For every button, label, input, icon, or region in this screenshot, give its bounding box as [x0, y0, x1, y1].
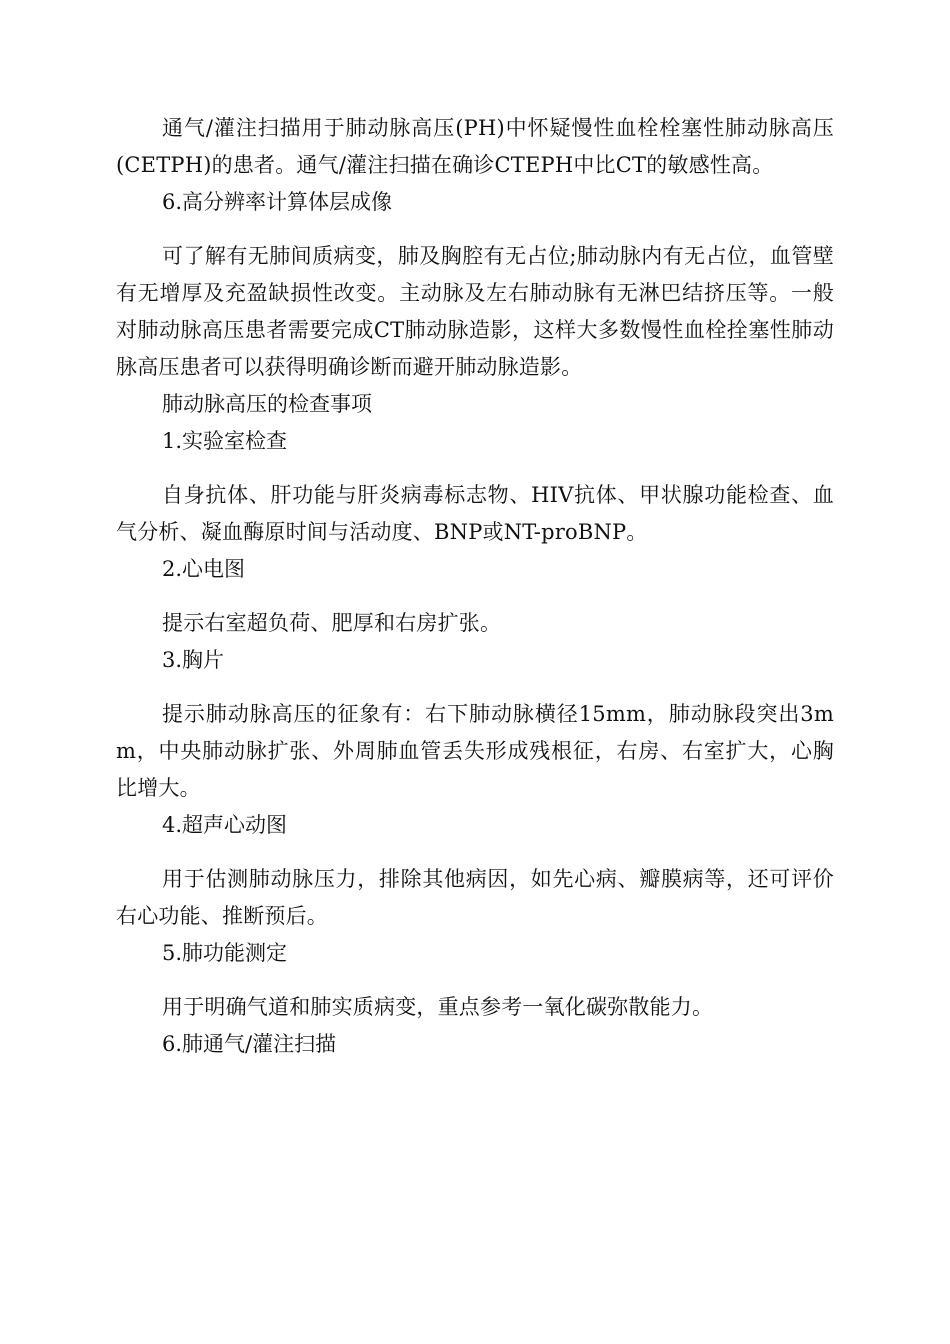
paragraph-lab-tests: 自身抗体、肝功能与肝炎病毒标志物、HIV抗体、甲状腺功能检查、血气分析、凝血酶原时间与活动度、BNP或NT-proBNP。 [116, 483, 834, 544]
paragraph-echocardiogram: 用于估测肺动脉压力，排除其他病因，如先心病、瓣膜病等，还可评价右心功能、推断预后。 [116, 867, 834, 928]
paragraph-vq-scan-intro: 通气/灌注扫描用于肺动脉高压(PH)中怀疑慢性血栓栓塞性肺动脉高压(CETPH)的患者。通气/灌注扫描在确诊CTEPH中比CT的敏感性高。 [116, 116, 834, 177]
heading-vq-scan: 6.肺通气/灌注扫描 [162, 1032, 337, 1056]
paragraph-chest-xray: 提示肺动脉高压的征象有：右下肺动脉横径15mm，肺动脉段突出3mm，中央肺动脉扩张、外周肺血管丢失形成残根征，右房、右室扩大，心胸比增大。 [116, 702, 834, 800]
heading-hrct: 6.高分辨率计算体层成像 [162, 190, 393, 214]
heading-lung-function: 5.肺功能测定 [162, 941, 288, 965]
document-body [116, 110, 834, 1063]
heading-chest-xray: 3.胸片 [162, 648, 225, 672]
paragraph-hrct: 可了解有无肺间质病变，肺及胸腔有无占位;肺动脉内有无占位，血管壁有无增厚及充盈缺损性改变。主动脉及左右肺动脉有无淋巴结挤压等。一般对肺动脉高压患者需要完成CT肺动脉造影，这样大多数慢性血栓拴塞性肺动脉高压患者可以获得明确诊断而避开肺动脉造影。 [116, 244, 834, 379]
heading-lab-tests: 1.实验室检查 [162, 429, 288, 453]
paragraph-lung-function: 用于明确气道和肺实质病变，重点参考一氧化碳弥散能力。 [162, 995, 714, 1019]
paragraph-ecg: 提示右室超负荷、肥厚和右房扩张。 [162, 611, 502, 635]
heading-echocardiogram: 4.超声心动图 [162, 813, 288, 837]
heading-exam-items: 肺动脉高压的检查事项 [162, 392, 372, 416]
heading-ecg: 2.心电图 [162, 557, 246, 581]
